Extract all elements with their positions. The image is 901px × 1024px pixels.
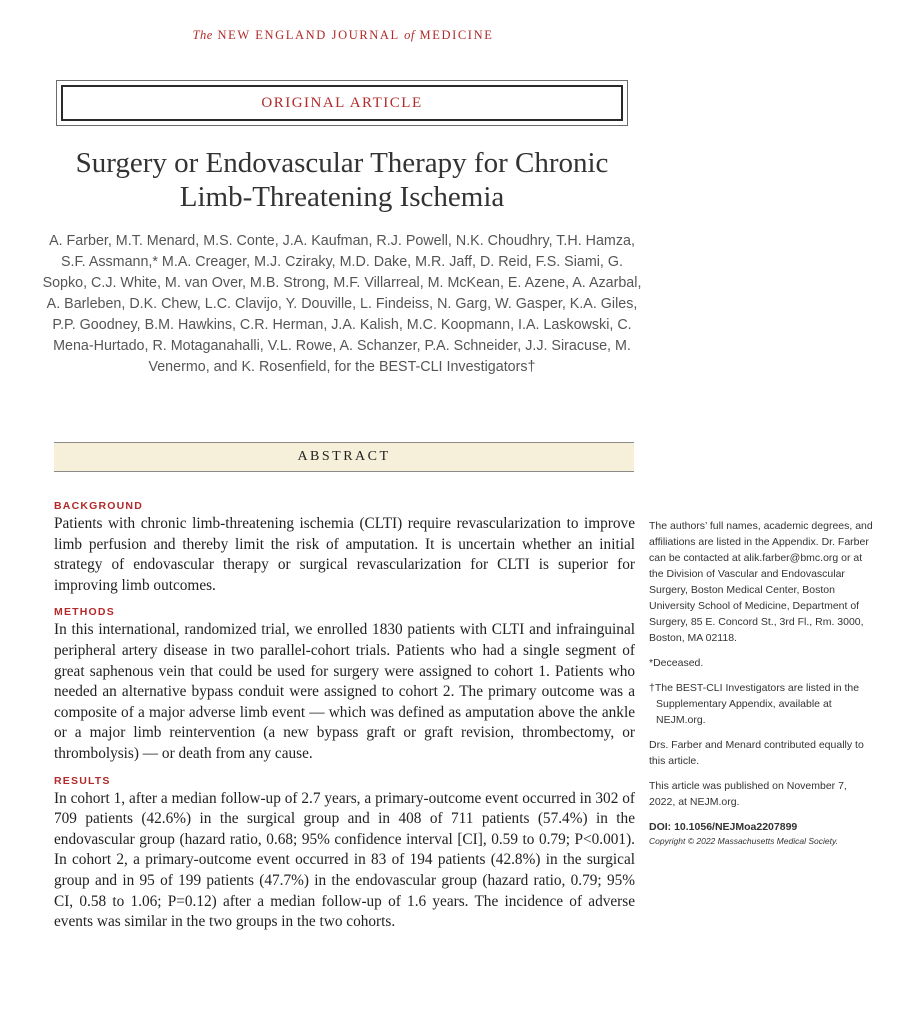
methods-section <box>54 604 635 764</box>
journal-of: of <box>404 28 415 42</box>
journal-name-part2: MEDICINE <box>419 28 494 42</box>
methods-heading: METHODS <box>54 606 115 619</box>
sidebar-notes <box>649 518 873 856</box>
methods-text: In this international, randomized trial, we enrolled 1830 patients with CLTI and infrainguinal peripheral artery disease in two parallel-cohort trials. Patients who had a single segment of great saphenous vein that could be used for surgery were assigned to cohort 1. Patients who needed an alternative bypass conduit were assigned to cohort 2. The primary outcome was a composite of a major adverse limb event — which was defined as amputation above the ankle or a major limb reintervention (a new bypass graft or graft revision, thrombectomy, or thrombolysis) — or death from any cause. <box>54 621 635 762</box>
author-list: A. Farber, M.T. Menard, M.S. Conte, J.A. Kaufman, R.J. Powell, N.K. Choudhry, T.H. Hamza, S.F. Assmann,* M.A. Creager, M.J. Cziraky, M.D. Dake, M.R. Jaff, D. Reid, F.S. Siami, G. Sopko, C.J. White, M. van Over, M.B. Strong, M.F. Villarreal, M. McKean, E. Azene, A. Azarbal, A. Barleben, D.K. Chew, L.C. Clavijo, Y. Douville, L. Findeiss, N. Garg, W. Gasper, K.A. Giles, P.P. Goodney, B.M. Hawkins, C.R. Herman, J.A. Kalish, M.C. Koopmann, I.A. Laskowski, C. Mena-Hurtado, R. Motaganahalli, V.L. Rowe, A. Schanzer, P.A. Schneider, J.J. Siracuse, M. Venermo, and K. Rosenfield, for the BEST-CLI Investigators† <box>42 233 642 375</box>
results-text: In cohort 1, after a median follow-up of 2.7 years, a primary-outcome event occurred in 302 of 709 patients (42.6%) in the surgical group and in 408 of 711 patients (57.4%) in the endovascular group (hazard ratio, 0.68; 95% confidence interval [CI], 0.59 to 0.79; P<0.001). In cohort 2, a primary-outcome event occurred in 83 of 194 patients (42.8%) in the surgical group and in 95 of 199 patients (47.7%) in the endovascular group (hazard ratio, 0.79; 95% CI, 0.58 to 1.06; P=0.12) after a median follow-up of 1.6 years. The incidence of adverse events was similar in the two groups in the two cohorts. <box>54 789 635 931</box>
background-section <box>54 498 635 596</box>
background-text: Patients with chronic limb-threatening ischemia (CLTI) require revascularization to improve limb perfusion and thereby limit the risk of amputation. It is uncertain whether an initial strategy of endovascular therapy or surgical revascularization for CLTI is superior for improving limb outcomes. <box>54 515 635 594</box>
equal-contribution-note: Drs. Farber and Menard contributed equally to this article. <box>649 739 864 767</box>
abstract-heading: ABSTRACT <box>54 442 634 472</box>
article-type-banner <box>56 80 628 126</box>
deceased-note: *Deceased. <box>649 657 704 669</box>
background-heading: BACKGROUND <box>54 500 143 512</box>
journal-masthead <box>0 28 686 43</box>
journal-the: The <box>192 28 213 42</box>
article-title: Surgery or Endovascular Therapy for Chronic Limb-Threatening Ischemia <box>75 147 609 213</box>
investigators-note: †The BEST-CLI Investigators are listed in the Supplementary Appendix, available at NEJM.org. <box>649 682 860 726</box>
results-section <box>54 773 635 933</box>
publication-note: This article was published on November 7, 2022, at NEJM.org. <box>649 780 847 808</box>
doi: DOI: 10.1056/NEJMoa2207899 <box>649 821 798 833</box>
journal-name-part1: NEW ENGLAND JOURNAL <box>217 28 400 42</box>
abstract-body <box>54 498 635 933</box>
copyright: Copyright © 2022 Massachusetts Medical Society. <box>649 836 838 846</box>
article-type-label: ORIGINAL ARTICLE <box>61 85 623 121</box>
results-heading: RESULTS <box>54 774 111 787</box>
affiliation-note: The authors’ full names, academic degrees, and affiliations are listed in the Appendix. Dr. Farber can be contacted at alik.farber@bmc.org or at the Division of Vascular and Endovascular Surgery, Boston Medical Center, Boston University School of Medicine, Department of Surgery, 85 E. Concord St., 3rd Fl., Rm. 3000, Boston, MA 02118. <box>649 520 873 644</box>
